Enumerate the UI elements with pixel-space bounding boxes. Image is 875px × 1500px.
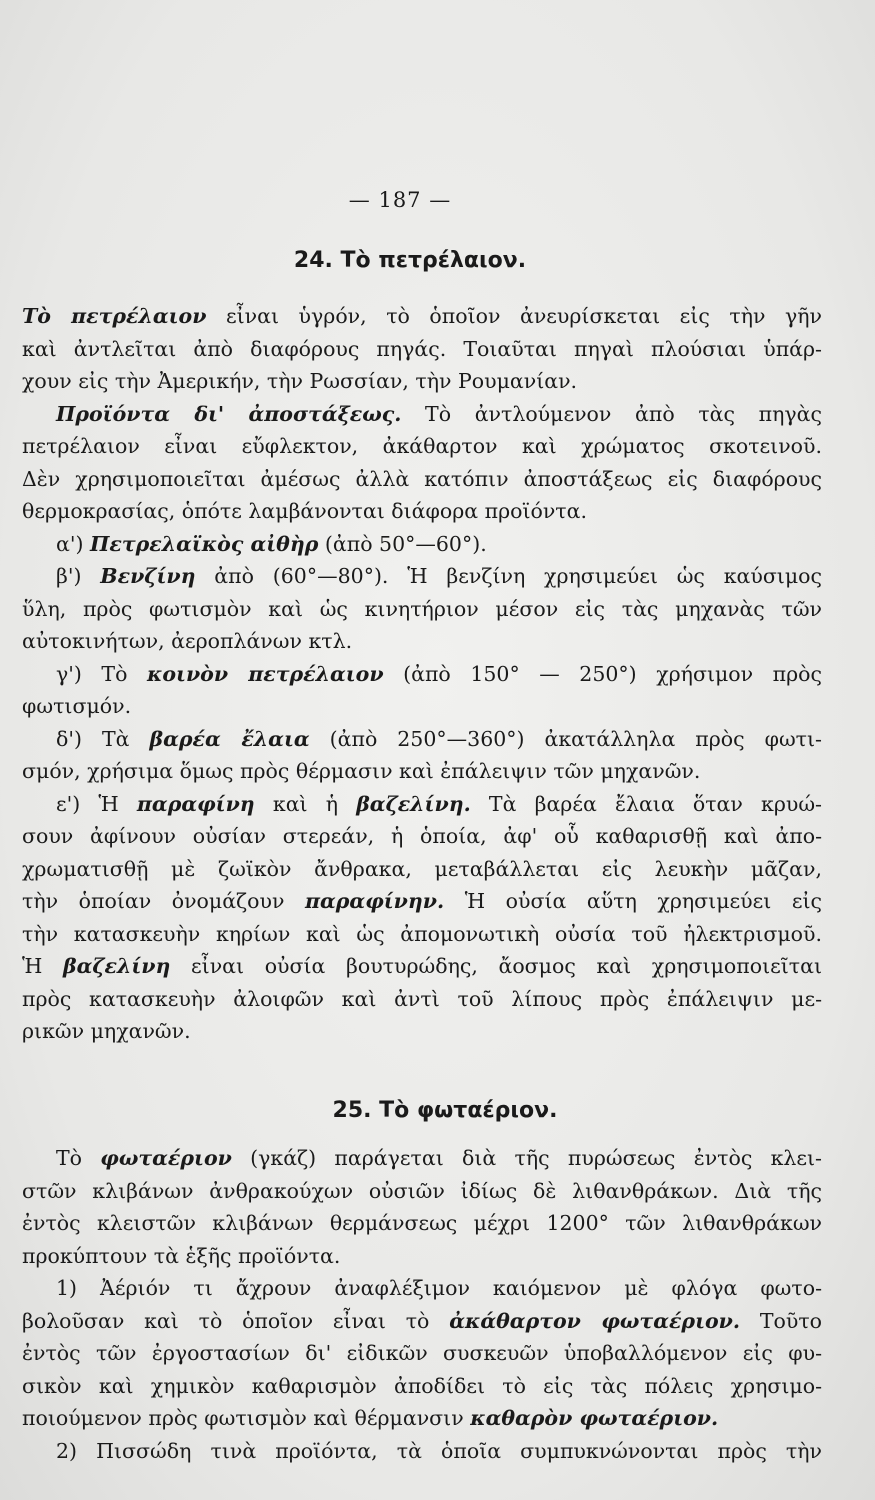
text-line	[22, 853, 822, 886]
section-25-body	[22, 1142, 822, 1467]
text-line	[22, 723, 822, 756]
text-segment: β')	[56, 564, 101, 588]
text-segment: 2) Πισσώδη τινὰ προϊόντα, τὰ ὁποῖα συμπυκνώνονται πρὸς τὴν	[56, 1438, 822, 1463]
text-line	[22, 658, 822, 691]
text-line	[22, 788, 822, 821]
text-line	[22, 983, 822, 1016]
emphasized-term: ἀκάθαρτον φωταέριον.	[449, 1308, 741, 1333]
text-line	[22, 1240, 822, 1273]
text-segment: πετρέλαιον εἶναι εὔφλεκτον, ἀκάθαρτον καὶ χρώματος σκοτεινοῦ.	[22, 434, 822, 458]
emphasized-term: παραφίνην.	[305, 889, 445, 913]
text-segment: α')	[56, 531, 90, 556]
text-segment: ὕλη, πρὸς φωτισμὸν καὶ ὡς κινητήριον μέσον εἰς τὰς μηχανὰς τῶν	[22, 596, 822, 621]
emphasized-term: Πετρελαϊκὸς αἰθὴρ	[90, 531, 319, 556]
text-segment: θερμοκρασίας, ὁπότε λαμβάνονται διάφορα προϊόντα.	[22, 499, 588, 523]
text-segment: γ') Τὸ	[56, 661, 147, 686]
text-line	[22, 463, 822, 496]
section-24-body	[22, 300, 822, 1048]
text-segment: σικὸν καὶ χημικὸν καθαρισμὸν ἀποδίδει τὸ εἰς τὰς πόλεις χρησιμο-	[22, 1373, 822, 1398]
text-segment: ποιούμενον πρὸς φωτισμὸν καὶ θέρμανσιν	[22, 1406, 471, 1430]
text-line	[22, 625, 822, 658]
text-line	[22, 1435, 822, 1468]
text-segment: Τὸ	[56, 1146, 101, 1170]
text-segment: Δὲν χρησιμοποιεῖται ἀμέσως ἀλλὰ κατόπιν ἀποστάξεως εἰς διαφόρους	[22, 466, 822, 491]
emphasized-term: Τὸ πετρέλαιον	[22, 304, 207, 328]
text-segment: 1) Ἀέριόν τι ἄχρουν ἀναφλέξιμον καιόμενον μὲ φλόγα φωτο-	[56, 1276, 822, 1300]
emphasized-term: Βενζίνη	[100, 564, 196, 588]
emphasized-term: βαρέα ἔλαια	[149, 726, 310, 751]
text-segment: τὴν ὁποίαν ὀνομάζουν	[22, 889, 306, 913]
emphasized-term: βαζελίνη	[62, 954, 171, 978]
emphasized-term: κοινὸν πετρέλαιον	[147, 661, 384, 686]
text-segment: βολοῦσαν καὶ τὸ ὁποῖον εἶναι τὸ	[22, 1308, 450, 1333]
text-line	[22, 1015, 822, 1048]
text-line	[22, 495, 822, 528]
text-line	[22, 593, 822, 626]
text-line	[22, 885, 822, 918]
text-line	[22, 820, 822, 853]
text-segment: εἶναι οὐσία βουτυρώδης, ἄοσμος καὶ χρησιμοποιεῖται	[170, 954, 822, 978]
text-line	[22, 300, 822, 333]
text-segment: Ἡ οὐσία αὕτη χρησιμεύει εἰς	[444, 889, 822, 913]
text-segment: φωτισμόν.	[22, 694, 132, 718]
text-line	[22, 1207, 822, 1240]
text-line	[22, 365, 822, 398]
text-segment: (ἀπὸ 250°—360°) ἀκατάλληλα πρὸς φωτι-	[309, 726, 822, 751]
page-number: — 187 —	[348, 188, 452, 212]
text-line	[22, 1272, 822, 1305]
text-segment: ἐντὸς τῶν ἐργοστασίων δι' εἰδικῶν συσκευῶν ὑποβαλλόμενον εἰς φυ-	[22, 1341, 822, 1365]
emphasized-term: βαζελίνη.	[356, 791, 471, 816]
text-segment: Ἡ	[22, 954, 63, 978]
text-line	[22, 1142, 822, 1175]
text-line	[22, 690, 822, 723]
text-segment: καὶ ἡ	[254, 791, 357, 816]
emphasized-term: παραφίνη	[136, 791, 255, 816]
text-segment: στῶν κλιβάνων ἀνθρακούχων οὐσιῶν ἰδίως δὲ λιθανθράκων. Διὰ τῆς	[22, 1178, 822, 1203]
text-segment: (ἀπὸ 50°—60°).	[318, 531, 487, 556]
text-segment: σουν ἀφίνουν οὐσίαν στερεάν, ἡ ὁποία, ἀφ' οὗ καθαρισθῇ καὶ ἀπο-	[22, 824, 822, 848]
text-segment: (γκάζ) παράγεται διὰ τῆς πυρώσεως ἐντὸς κλει-	[231, 1146, 822, 1170]
text-segment: καὶ ἀντλεῖται ἀπὸ διαφόρους πηγάς. Τοιαῦται πηγαὶ πλούσιαι ὑπάρ-	[22, 336, 822, 361]
text-segment: εἶναι ὑγρόν, τὸ ὁποῖον ἀνευρίσκεται εἰς τὴν γῆν	[206, 304, 822, 328]
text-line	[22, 1337, 822, 1370]
text-segment: πρὸς κατασκευὴν ἀλοιφῶν καὶ ἀντὶ τοῦ λίπους πρὸς ἐπάλειψιν με-	[22, 986, 822, 1011]
text-line	[22, 430, 822, 463]
text-segment: προκύπτουν τὰ ἑξῆς προϊόντα.	[22, 1243, 341, 1268]
text-line	[22, 755, 822, 788]
text-line	[22, 1305, 822, 1338]
text-segment: Τὰ βαρέα ἔλαια ὅταν κρυώ-	[470, 791, 822, 816]
text-line	[22, 398, 822, 431]
text-line	[22, 560, 822, 593]
section-24-heading: 24. Τὸ πετρέλαιον.	[293, 248, 527, 273]
text-line	[22, 1402, 822, 1435]
emphasized-term: Προϊόντα δι' ἀποστάξεως.	[56, 401, 402, 426]
emphasized-term: φωταέριον	[100, 1146, 232, 1170]
text-line	[22, 918, 822, 951]
text-segment: ρικῶν μηχανῶν.	[22, 1019, 191, 1043]
text-line	[22, 528, 822, 561]
text-segment: τὴν κατασκευὴν κηρίων καὶ ὡς ἀπομονωτικὴ οὐσία τοῦ ἠλεκτρισμοῦ.	[22, 921, 822, 946]
text-segment: (ἀπὸ 150° — 250°) χρήσιμον πρὸς	[383, 661, 822, 686]
text-segment: δ') Τὰ	[56, 726, 150, 751]
text-line	[22, 950, 822, 983]
text-line	[22, 1175, 822, 1208]
text-line	[22, 1370, 822, 1403]
text-segment: χουν εἰς τὴν Ἀμερικήν, τὴν Ρωσσίαν, τὴν Ρουμανίαν.	[22, 369, 578, 393]
text-segment: ε') Ἡ	[56, 791, 137, 816]
text-segment: σμόν, χρήσιμα ὅμως πρὸς θέρμασιν καὶ ἐπάλειψιν τῶν μηχανῶν.	[22, 759, 701, 783]
text-segment: Τὸ ἀντλούμενον ἀπὸ τὰς πηγὰς	[401, 401, 822, 426]
section-25-heading: 25. Τὸ φωταέριον.	[332, 1098, 558, 1123]
text-segment: Τοῦτο	[740, 1308, 822, 1333]
text-segment: ἐντὸς κλειστῶν κλιβάνων θερμάνσεως μέχρι 1200° τῶν λιθανθράκων	[22, 1211, 822, 1235]
text-segment: χρωματισθῇ μὲ ζωϊκὸν ἄνθρακα, μεταβάλλεται εἰς λευκὴν μᾶζαν,	[22, 856, 822, 881]
text-segment: αὐτοκινήτων, ἀεροπλάνων κτλ.	[22, 629, 353, 653]
text-line	[22, 333, 822, 366]
text-segment: ἀπὸ (60°—80°). Ἡ βενζίνη χρησιμεύει ὡς καύσιμος	[195, 564, 822, 588]
emphasized-term: καθαρὸν φωταέριον.	[470, 1406, 719, 1430]
